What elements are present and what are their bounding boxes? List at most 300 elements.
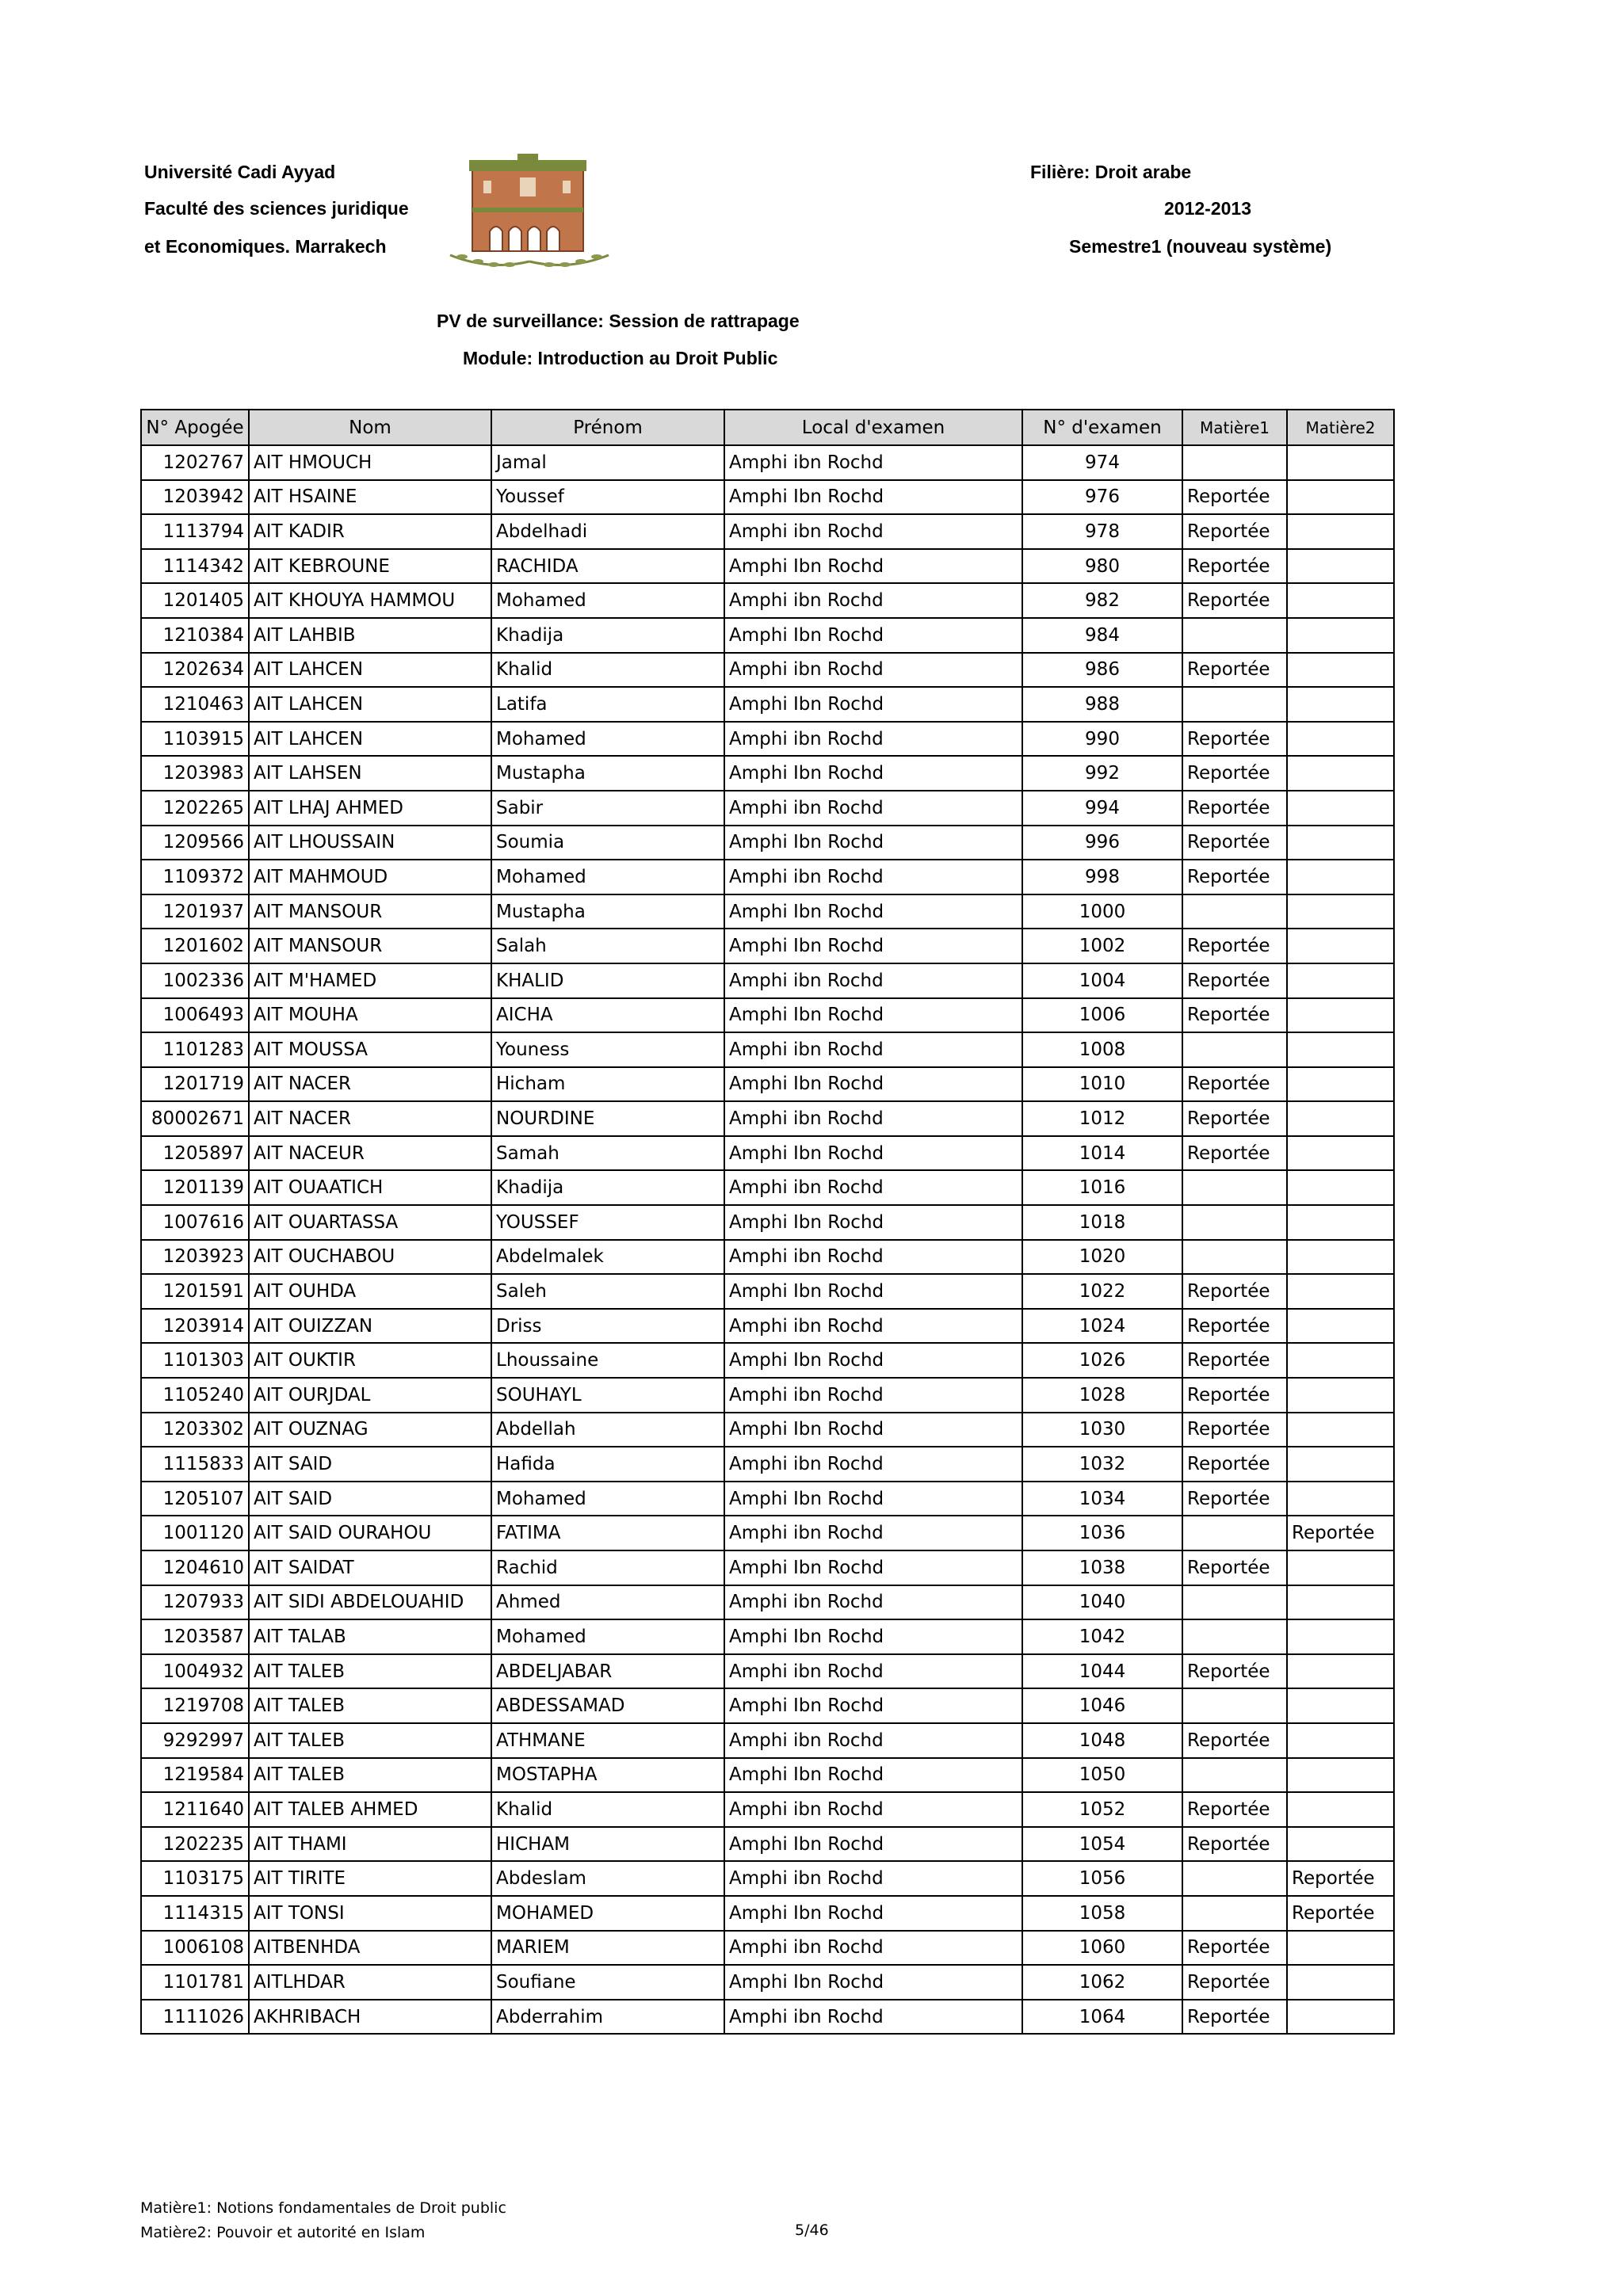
cell-local: Amphi Ibn Rochd (724, 549, 1022, 584)
cell-apogee: 80002671 (141, 1101, 249, 1136)
cell-matiere2 (1287, 1827, 1394, 1862)
table-row (141, 998, 1394, 1033)
cell-prenom: Abdelhadi (491, 514, 724, 549)
cell-local: Amphi Ibn Rochd (724, 929, 1022, 963)
cell-local: Amphi ibn Rochd (724, 1516, 1022, 1550)
cell-matiere2 (1287, 756, 1394, 791)
cell-matiere1: Reportée (1182, 929, 1287, 963)
cell-apogee: 1203942 (141, 480, 249, 515)
cell-matiere1: Reportée (1182, 826, 1287, 860)
cell-num-examen: 1040 (1022, 1585, 1182, 1620)
table-row (141, 894, 1394, 929)
semester: Semestre1 (nouveau système) (1069, 236, 1332, 257)
cell-matiere1: Reportée (1182, 1931, 1287, 1966)
cell-matiere1 (1182, 1688, 1287, 1723)
cell-matiere1 (1182, 687, 1287, 722)
col-header-matiere2: Matière2 (1287, 410, 1394, 445)
cell-nom: AIT OUCHABOU (249, 1240, 491, 1275)
table-row (141, 1723, 1394, 1758)
cell-prenom: Mohamed (491, 1619, 724, 1654)
table-row (141, 1688, 1394, 1723)
cell-num-examen: 994 (1022, 791, 1182, 826)
cell-num-examen: 1016 (1022, 1170, 1182, 1205)
cell-apogee: 1006493 (141, 998, 249, 1033)
cell-nom: AIT TALEB (249, 1723, 491, 1758)
cell-apogee: 1101303 (141, 1343, 249, 1378)
table-row (141, 929, 1394, 963)
cell-num-examen: 1062 (1022, 1965, 1182, 2000)
cell-prenom: Ahmed (491, 1585, 724, 1620)
cell-matiere2 (1287, 998, 1394, 1033)
cell-prenom: Rachid (491, 1550, 724, 1585)
col-header-matiere1: Matière1 (1182, 410, 1287, 445)
cell-apogee: 1103915 (141, 722, 249, 757)
cell-local: Amphi ibn Rochd (724, 1170, 1022, 1205)
cell-prenom: ATHMANE (491, 1723, 724, 1758)
cell-apogee: 1101781 (141, 1965, 249, 2000)
module-title: Module: Introduction au Droit Public (463, 348, 778, 368)
cell-num-examen: 1028 (1022, 1378, 1182, 1413)
cell-nom: AITLHDAR (249, 1965, 491, 2000)
cell-matiere2 (1287, 445, 1394, 480)
cell-apogee: 1202235 (141, 1827, 249, 1862)
cell-local: Amphi Ibn Rochd (724, 894, 1022, 929)
cell-prenom: Lhoussaine (491, 1343, 724, 1378)
cell-matiere2 (1287, 514, 1394, 549)
cell-prenom: Latifa (491, 687, 724, 722)
cell-local: Amphi Ibn Rochd (724, 1896, 1022, 1931)
cell-num-examen: 1042 (1022, 1619, 1182, 1654)
cell-nom: AITBENHDA (249, 1931, 491, 1966)
cell-num-examen: 982 (1022, 583, 1182, 618)
cell-apogee: 1115833 (141, 1447, 249, 1482)
cell-nom: AIT KEBROUNE (249, 549, 491, 584)
cell-prenom: Mustapha (491, 894, 724, 929)
cell-prenom: SOUHAYL (491, 1378, 724, 1413)
table-row (141, 1654, 1394, 1689)
cell-matiere1: Reportée (1182, 583, 1287, 618)
cell-matiere1: Reportée (1182, 1067, 1287, 1102)
table-row (141, 618, 1394, 653)
cell-num-examen: 1052 (1022, 1792, 1182, 1827)
cell-nom: AIT THAMI (249, 1827, 491, 1862)
cell-matiere1: Reportée (1182, 1136, 1287, 1171)
surveillance-table (140, 409, 1395, 2035)
cell-matiere1: Reportée (1182, 998, 1287, 1033)
table-row (141, 1447, 1394, 1482)
cell-nom: AIT SIDI ABDELOUAHID (249, 1585, 491, 1620)
table-row (141, 1309, 1394, 1344)
cell-matiere1: Reportée (1182, 2000, 1287, 2035)
cell-prenom: ABDELJABAR (491, 1654, 724, 1689)
cell-matiere2: Reportée (1287, 1861, 1394, 1896)
cell-local: Amphi Ibn Rochd (724, 1343, 1022, 1378)
table-header-row (141, 410, 1394, 445)
cell-prenom: Driss (491, 1309, 724, 1344)
cell-num-examen: 1014 (1022, 1136, 1182, 1171)
cell-prenom: Hicham (491, 1067, 724, 1102)
footer-legend-matiere1: Matière1: Notions fondamentales de Droit public (140, 2199, 506, 2217)
cell-matiere1: Reportée (1182, 1101, 1287, 1136)
cell-matiere2 (1287, 687, 1394, 722)
cell-apogee: 1207933 (141, 1585, 249, 1620)
cell-matiere1 (1182, 894, 1287, 929)
cell-matiere1 (1182, 1896, 1287, 1931)
col-header-prenom: Prénom (491, 410, 724, 445)
cell-matiere1: Reportée (1182, 1723, 1287, 1758)
cell-local: Amphi ibn Rochd (724, 722, 1022, 757)
cell-local: Amphi Ibn Rochd (724, 618, 1022, 653)
cell-prenom: Khadija (491, 618, 724, 653)
cell-matiere2 (1287, 1758, 1394, 1793)
table-row (141, 1067, 1394, 1102)
cell-local: Amphi ibn Rochd (724, 1723, 1022, 1758)
university-name: Université Cadi Ayyad (144, 162, 336, 182)
col-header-nom: Nom (249, 410, 491, 445)
cell-local: Amphi Ibn Rochd (724, 1413, 1022, 1447)
cell-nom: AIT MOUHA (249, 998, 491, 1033)
cell-matiere1: Reportée (1182, 1274, 1287, 1309)
cell-local: Amphi Ibn Rochd (724, 1688, 1022, 1723)
cell-matiere1 (1182, 1032, 1287, 1067)
cell-matiere2 (1287, 963, 1394, 998)
table-row (141, 1032, 1394, 1067)
cell-matiere2 (1287, 1585, 1394, 1620)
filiere: Filière: Droit arabe (1030, 162, 1192, 182)
cell-local: Amphi Ibn Rochd (724, 1758, 1022, 1793)
table-row (141, 1136, 1394, 1171)
cell-matiere2 (1287, 826, 1394, 860)
cell-nom: AIT TALEB (249, 1654, 491, 1689)
cell-num-examen: 1000 (1022, 894, 1182, 929)
cell-matiere2 (1287, 653, 1394, 688)
cell-matiere2 (1287, 791, 1394, 826)
table-row (141, 1550, 1394, 1585)
cell-prenom: Mohamed (491, 722, 724, 757)
cell-local: Amphi ibn Rochd (724, 1309, 1022, 1344)
table-row (141, 1827, 1394, 1862)
cell-prenom: MOSTAPHA (491, 1758, 724, 1793)
cell-matiere2 (1287, 722, 1394, 757)
cell-nom: AIT MANSOUR (249, 894, 491, 929)
cell-num-examen: 1024 (1022, 1309, 1182, 1344)
cell-apogee: 1004932 (141, 1654, 249, 1689)
cell-apogee: 1201937 (141, 894, 249, 929)
page-number: 5/46 (795, 2222, 829, 2239)
cell-nom: AIT TALEB (249, 1758, 491, 1793)
cell-local: Amphi Ibn Rochd (724, 480, 1022, 515)
table-row (141, 1343, 1394, 1378)
cell-prenom: MOHAMED (491, 1896, 724, 1931)
cell-local: Amphi Ibn Rochd (724, 1619, 1022, 1654)
cell-matiere1 (1182, 1585, 1287, 1620)
table-row (141, 1170, 1394, 1205)
cell-num-examen: 1058 (1022, 1896, 1182, 1931)
cell-prenom: Mohamed (491, 1482, 724, 1516)
cell-nom: AIT SAIDAT (249, 1550, 491, 1585)
cell-num-examen: 1038 (1022, 1550, 1182, 1585)
cell-prenom: Abdeslam (491, 1861, 724, 1896)
table-row (141, 1861, 1394, 1896)
cell-nom: AIT TALEB (249, 1688, 491, 1723)
cell-matiere1 (1182, 1758, 1287, 1793)
cell-nom: AIT LHOUSSAIN (249, 826, 491, 860)
cell-num-examen: 1036 (1022, 1516, 1182, 1550)
cell-matiere2 (1287, 1240, 1394, 1275)
cell-nom: AIT LHAJ AHMED (249, 791, 491, 826)
cell-num-examen: 1054 (1022, 1827, 1182, 1862)
cell-matiere1: Reportée (1182, 1550, 1287, 1585)
cell-num-examen: 986 (1022, 653, 1182, 688)
cell-prenom: Hafida (491, 1447, 724, 1482)
table-row (141, 1101, 1394, 1136)
table-row (141, 1758, 1394, 1793)
cell-apogee: 1101283 (141, 1032, 249, 1067)
cell-nom: AIT OUIZZAN (249, 1309, 491, 1344)
cell-matiere1 (1182, 1205, 1287, 1240)
cell-apogee: 1210384 (141, 618, 249, 653)
cell-matiere1 (1182, 618, 1287, 653)
cell-apogee: 1006108 (141, 1931, 249, 1966)
footer-legend-matiere2: Matière2: Pouvoir et autorité en Islam (140, 2224, 426, 2241)
cell-local: Amphi ibn Rochd (724, 1931, 1022, 1966)
cell-matiere1: Reportée (1182, 1309, 1287, 1344)
cell-apogee: 1114315 (141, 1896, 249, 1931)
cell-prenom: Samah (491, 1136, 724, 1171)
cell-apogee: 1203302 (141, 1413, 249, 1447)
cell-num-examen: 988 (1022, 687, 1182, 722)
cell-matiere2 (1287, 1654, 1394, 1689)
cell-prenom: ABDESSAMAD (491, 1688, 724, 1723)
cell-num-examen: 1004 (1022, 963, 1182, 998)
cell-matiere1 (1182, 1240, 1287, 1275)
cell-matiere1: Reportée (1182, 1827, 1287, 1862)
table-row (141, 1896, 1394, 1931)
cell-nom: AIT KADIR (249, 514, 491, 549)
col-header-apogee: N° Apogée (141, 410, 249, 445)
cell-local: Amphi Ibn Rochd (724, 1136, 1022, 1171)
cell-apogee: 1203914 (141, 1309, 249, 1344)
cell-num-examen: 976 (1022, 480, 1182, 515)
cell-num-examen: 998 (1022, 860, 1182, 894)
cell-matiere2 (1287, 1067, 1394, 1102)
cell-num-examen: 1020 (1022, 1240, 1182, 1275)
cell-nom: AIT LAHCEN (249, 653, 491, 688)
cell-local: Amphi ibn Rochd (724, 1861, 1022, 1896)
cell-local: Amphi ibn Rochd (724, 2000, 1022, 2035)
cell-local: Amphi ibn Rochd (724, 1101, 1022, 1136)
cell-apogee: 9292997 (141, 1723, 249, 1758)
cell-prenom: HICHAM (491, 1827, 724, 1862)
cell-local: Amphi Ibn Rochd (724, 826, 1022, 860)
cell-nom: AIT OUKTIR (249, 1343, 491, 1378)
cell-apogee: 1219584 (141, 1758, 249, 1793)
cell-nom: AIT LAHSEN (249, 756, 491, 791)
cell-matiere2 (1287, 1205, 1394, 1240)
cell-nom: AIT LAHCEN (249, 722, 491, 757)
cell-local: Amphi Ibn Rochd (724, 1827, 1022, 1862)
cell-matiere2 (1287, 1965, 1394, 2000)
cell-apogee: 1105240 (141, 1378, 249, 1413)
table-row (141, 1931, 1394, 1966)
cell-apogee: 1210463 (141, 687, 249, 722)
cell-matiere2 (1287, 1931, 1394, 1966)
cell-local: Amphi ibn Rochd (724, 1032, 1022, 1067)
cell-prenom: Salah (491, 929, 724, 963)
cell-num-examen: 1002 (1022, 929, 1182, 963)
table-row (141, 480, 1394, 515)
table-row (141, 1378, 1394, 1413)
cell-prenom: Youness (491, 1032, 724, 1067)
cell-matiere2 (1287, 860, 1394, 894)
cell-local: Amphi Ibn Rochd (724, 1067, 1022, 1102)
cell-matiere1 (1182, 1516, 1287, 1550)
cell-local: Amphi ibn Rochd (724, 445, 1022, 480)
cell-matiere2 (1287, 1413, 1394, 1447)
cell-matiere1: Reportée (1182, 963, 1287, 998)
cell-nom: AIT HMOUCH (249, 445, 491, 480)
cell-matiere1 (1182, 1861, 1287, 1896)
cell-matiere1: Reportée (1182, 1482, 1287, 1516)
cell-matiere2 (1287, 583, 1394, 618)
cell-num-examen: 1034 (1022, 1482, 1182, 1516)
cell-prenom: Abderrahim (491, 2000, 724, 2035)
cell-matiere2 (1287, 480, 1394, 515)
cell-num-examen: 1022 (1022, 1274, 1182, 1309)
cell-matiere1: Reportée (1182, 1343, 1287, 1378)
cell-nom: AIT OUHDA (249, 1274, 491, 1309)
cell-matiere2 (1287, 549, 1394, 584)
cell-matiere2 (1287, 1482, 1394, 1516)
cell-prenom: Khadija (491, 1170, 724, 1205)
cell-local: Amphi Ibn Rochd (724, 756, 1022, 791)
cell-matiere1: Reportée (1182, 1413, 1287, 1447)
cell-matiere1: Reportée (1182, 514, 1287, 549)
cell-apogee: 1201591 (141, 1274, 249, 1309)
cell-num-examen: 1048 (1022, 1723, 1182, 1758)
col-header-num-examen: N° d'examen (1022, 410, 1182, 445)
cell-matiere2 (1287, 1378, 1394, 1413)
cell-matiere1: Reportée (1182, 1654, 1287, 1689)
cell-num-examen: 990 (1022, 722, 1182, 757)
cell-nom: AIT TALAB (249, 1619, 491, 1654)
cell-apogee: 1007616 (141, 1205, 249, 1240)
cell-nom: AIT MOUSSA (249, 1032, 491, 1067)
cell-local: Amphi Ibn Rochd (724, 1965, 1022, 2000)
cell-matiere2 (1287, 1792, 1394, 1827)
table-row (141, 1792, 1394, 1827)
cell-nom: AIT MAHMOUD (249, 860, 491, 894)
cell-prenom: Youssef (491, 480, 724, 515)
cell-local: Amphi Ibn Rochd (724, 1482, 1022, 1516)
cell-nom: AIT OURJDAL (249, 1378, 491, 1413)
cell-prenom: Jamal (491, 445, 724, 480)
cell-matiere2 (1287, 1619, 1394, 1654)
table-row (141, 653, 1394, 688)
table-row (141, 791, 1394, 826)
cell-prenom: Khalid (491, 653, 724, 688)
cell-apogee: 1202634 (141, 653, 249, 688)
cell-apogee: 1219708 (141, 1688, 249, 1723)
cell-prenom: Sabir (491, 791, 724, 826)
cell-matiere2 (1287, 1723, 1394, 1758)
cell-matiere1: Reportée (1182, 480, 1287, 515)
cell-nom: AIT NACEUR (249, 1136, 491, 1171)
cell-matiere2 (1287, 929, 1394, 963)
cell-matiere2: Reportée (1287, 1516, 1394, 1550)
cell-matiere1: Reportée (1182, 549, 1287, 584)
table-row (141, 1585, 1394, 1620)
table-row (141, 826, 1394, 860)
university-building-logo-icon (434, 152, 624, 271)
table-row (141, 1482, 1394, 1516)
cell-nom: AIT NACER (249, 1067, 491, 1102)
cell-matiere2 (1287, 1550, 1394, 1585)
cell-apogee: 1203983 (141, 756, 249, 791)
cell-matiere1 (1182, 1619, 1287, 1654)
cell-num-examen: 974 (1022, 445, 1182, 480)
cell-apogee: 1002336 (141, 963, 249, 998)
cell-nom: AIT LAHCEN (249, 687, 491, 722)
cell-nom: AIT SAID (249, 1447, 491, 1482)
cell-local: Amphi Ibn Rochd (724, 1274, 1022, 1309)
cell-nom: AIT OUARTASSA (249, 1205, 491, 1240)
cell-nom: AIT M'HAMED (249, 963, 491, 998)
table-row (141, 1205, 1394, 1240)
cell-num-examen: 978 (1022, 514, 1182, 549)
cell-nom: AIT OUZNAG (249, 1413, 491, 1447)
cell-apogee: 1209566 (141, 826, 249, 860)
table-row (141, 1274, 1394, 1309)
table-row (141, 549, 1394, 584)
cell-num-examen: 980 (1022, 549, 1182, 584)
cell-prenom: Abdellah (491, 1413, 724, 1447)
cell-matiere2 (1287, 1688, 1394, 1723)
table-row (141, 514, 1394, 549)
cell-nom: AIT NACER (249, 1101, 491, 1136)
cell-matiere2 (1287, 618, 1394, 653)
cell-matiere1: Reportée (1182, 722, 1287, 757)
cell-apogee: 1111026 (141, 2000, 249, 2035)
cell-prenom: Khalid (491, 1792, 724, 1827)
table-row (141, 2000, 1394, 2035)
cell-nom: AIT KHOUYA HAMMOU (249, 583, 491, 618)
cell-nom: AIT SAID OURAHOU (249, 1516, 491, 1550)
table-row (141, 860, 1394, 894)
cell-matiere2 (1287, 1274, 1394, 1309)
cell-num-examen: 1018 (1022, 1205, 1182, 1240)
cell-matiere2: Reportée (1287, 1896, 1394, 1931)
cell-local: Amphi ibn Rochd (724, 1585, 1022, 1620)
cell-matiere2 (1287, 2000, 1394, 2035)
cell-prenom: Abdelmalek (491, 1240, 724, 1275)
table-row (141, 1516, 1394, 1550)
table-row (141, 1965, 1394, 2000)
cell-num-examen: 1060 (1022, 1931, 1182, 1966)
cell-matiere1: Reportée (1182, 1965, 1287, 2000)
cell-matiere2 (1287, 1447, 1394, 1482)
cell-nom: AIT MANSOUR (249, 929, 491, 963)
cell-matiere1: Reportée (1182, 756, 1287, 791)
cell-nom: AIT TALEB AHMED (249, 1792, 491, 1827)
cell-matiere1: Reportée (1182, 1792, 1287, 1827)
table-row (141, 1413, 1394, 1447)
cell-num-examen: 1050 (1022, 1758, 1182, 1793)
cell-prenom: Mohamed (491, 860, 724, 894)
cell-local: Amphi Ibn Rochd (724, 1205, 1022, 1240)
cell-apogee: 1103175 (141, 1861, 249, 1896)
cell-prenom: KHALID (491, 963, 724, 998)
